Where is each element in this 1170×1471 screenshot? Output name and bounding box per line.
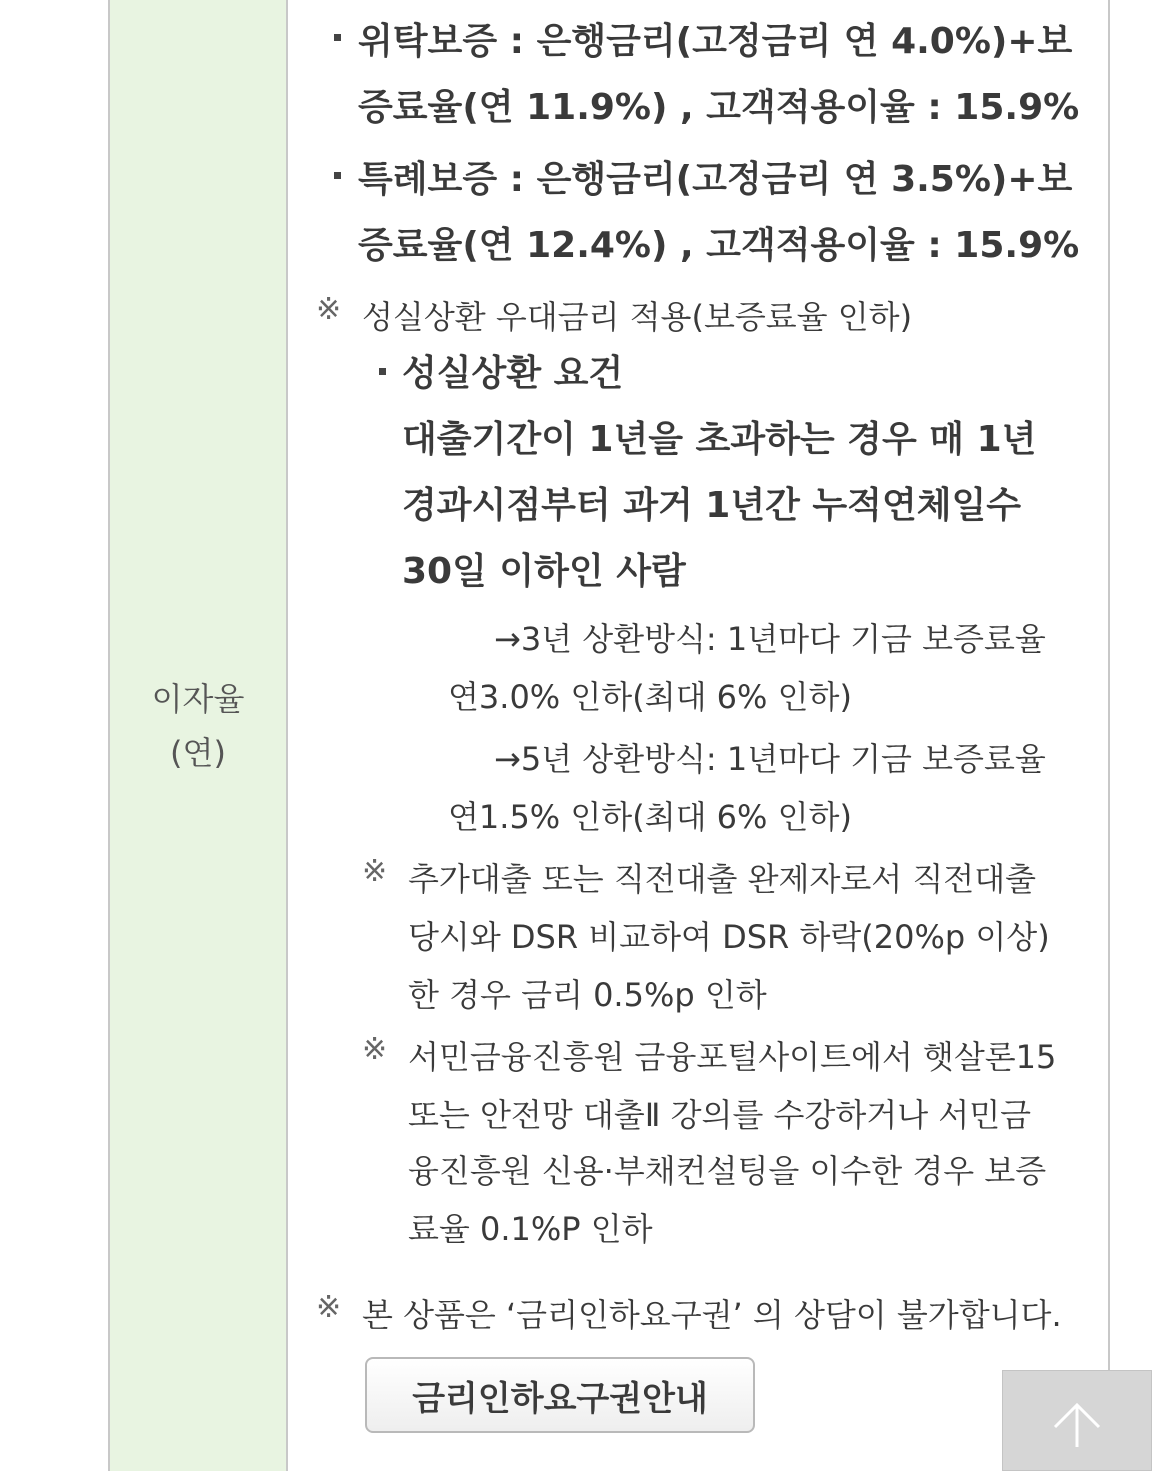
row-header-cell [110, 0, 288, 1471]
faithful-repayment-heading: 성실상환 우대금리 적용(보증료율 인하) [362, 298, 913, 336]
row-header-unit: (연) [170, 734, 226, 772]
five-year-line2: 연1.5% 인하(최대 6% 인하) [448, 798, 852, 836]
dsr-note-line3: 한 경우 금리 0.5%p 인하 [408, 976, 767, 1014]
edu-note-line4: 료율 0.1%P 인하 [408, 1210, 653, 1248]
row-header-label: 이자율 [151, 680, 245, 718]
special-guarantee-line1: 특례보증 : 은행금리(고정금리 연 3.5%)+보 [358, 159, 1073, 200]
edu-note-line2: 또는 안전망 대출Ⅱ 강의를 수강하거나 서민금 [408, 1096, 1032, 1134]
arrow-up-icon [1049, 1393, 1105, 1449]
dsr-note-line2: 당시와 DSR 비교하여 DSR 하락(20%p 이상) [408, 918, 1050, 956]
bullet-icon [334, 34, 341, 41]
rate-cut-guide-button[interactable]: 금리인하요구권안내 [365, 1357, 755, 1433]
bullet-icon [379, 368, 386, 375]
requirement-title: 성실상환 요건 [402, 353, 624, 394]
bullet-icon [334, 172, 341, 179]
three-year-line2: 연3.0% 인하(최대 6% 인하) [448, 678, 852, 716]
dsr-note-line1: 추가대출 또는 직전대출 완제자로서 직전대출 [408, 860, 1037, 898]
edu-note-line3: 융진흥원 신용·부채컨설팅을 이수한 경우 보증 [408, 1152, 1047, 1190]
edu-note-line1: 서민금융진흥원 금융포털사이트에서 햇살론15 [408, 1038, 1057, 1076]
requirement-line1: 대출기간이 1년을 초과하는 경우 매 1년 [402, 419, 1037, 460]
trust-guarantee-line2: 증료율(연 11.9%) , 고객적용이율 : 15.9% [358, 87, 1080, 128]
three-year-line1: →3년 상환방식: 1년마다 기금 보증료율 [494, 620, 1046, 658]
reference-mark-icon: ※ [316, 292, 342, 327]
rate-cut-notice: 본 상품은 ‘금리인하요구권’ 의 상담이 불가합니다. [362, 1296, 1062, 1334]
scroll-to-top-button[interactable] [1002, 1370, 1152, 1471]
reference-mark-icon: ※ [316, 1290, 342, 1325]
special-guarantee-line2: 증료율(연 12.4%) , 고객적용이율 : 15.9% [358, 225, 1080, 266]
requirement-line3: 30일 이하인 사람 [402, 551, 686, 592]
five-year-line1: →5년 상환방식: 1년마다 기금 보증료율 [494, 740, 1046, 778]
reference-mark-icon: ※ [362, 1032, 388, 1067]
reference-mark-icon: ※ [362, 854, 388, 889]
trust-guarantee-line1: 위탁보증 : 은행금리(고정금리 연 4.0%)+보 [358, 21, 1073, 62]
requirement-line2: 경과시점부터 과거 1년간 누적연체일수 [402, 485, 1022, 526]
